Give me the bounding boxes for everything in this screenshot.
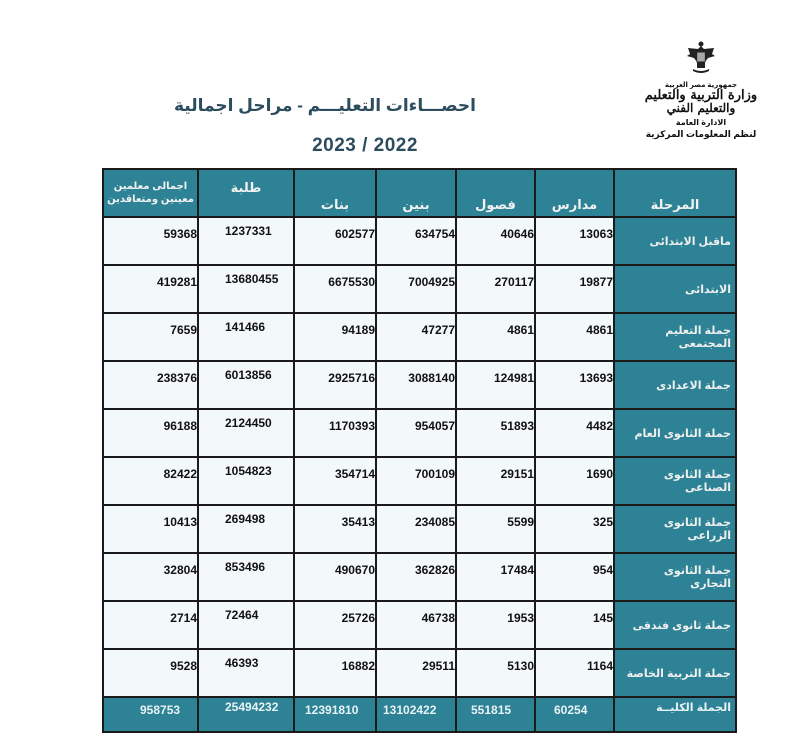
cell-students: 853496 xyxy=(198,553,294,601)
table-row xyxy=(103,217,736,265)
cell-teachers: 238376 xyxy=(103,361,198,409)
row-stage: جملة الثانوى العام xyxy=(614,409,736,457)
cell-students: 46393 xyxy=(198,649,294,697)
row-stage: جملة الثانوى التجارى xyxy=(614,553,736,601)
table-row xyxy=(103,361,736,409)
cell-boys: 29511 xyxy=(376,649,456,697)
col-schools: مدارس xyxy=(535,169,614,217)
logo-department-sub: لنظم المعلومات المركزية xyxy=(645,129,757,139)
table-row xyxy=(103,265,736,313)
cell-teachers: 7659 xyxy=(103,313,198,361)
cell-boys: 234085 xyxy=(376,505,456,553)
row-stage: ماقبل الابتدائى xyxy=(614,217,736,265)
cell-schools: 325 xyxy=(535,505,614,553)
col-boys: بنين xyxy=(376,169,456,217)
cell-girls: 490670 xyxy=(294,553,376,601)
cell-girls: 1170393 xyxy=(294,409,376,457)
cell-boys: 954057 xyxy=(376,409,456,457)
cell-students: 13680455 xyxy=(198,265,294,313)
cell-classes: 17484 xyxy=(456,553,535,601)
row-stage: جملة الثانوى الصناعى xyxy=(614,457,736,505)
cell-teachers: 10413 xyxy=(103,505,198,553)
cell-teachers: 59368 xyxy=(103,217,198,265)
cell-boys: 700109 xyxy=(376,457,456,505)
cell-boys: 362826 xyxy=(376,553,456,601)
cell-students: 2124450 xyxy=(198,409,294,457)
cell-students: 141466 xyxy=(198,313,294,361)
col-stage: المرحلة xyxy=(614,169,736,217)
cell-teachers: 82422 xyxy=(103,457,198,505)
cell-teachers: 32804 xyxy=(103,553,198,601)
cell-teachers: 2714 xyxy=(103,601,198,649)
cell-schools: 145 xyxy=(535,601,614,649)
col-teachers-line2: معينين ومتعاقدين xyxy=(107,194,194,205)
cell-schools: 13693 xyxy=(535,361,614,409)
total-classes: 551815 xyxy=(456,697,535,732)
table-row xyxy=(103,457,736,505)
table-row xyxy=(103,505,736,553)
cell-classes: 5130 xyxy=(456,649,535,697)
total-teachers: 958753 xyxy=(103,697,198,732)
cell-classes: 1953 xyxy=(456,601,535,649)
academic-year: 2023 / 2022 xyxy=(312,135,418,156)
table-row xyxy=(103,553,736,601)
eagle-emblem-icon xyxy=(685,40,717,74)
row-stage: جملة الثانوى الزراعى xyxy=(614,505,736,553)
cell-girls: 6675530 xyxy=(294,265,376,313)
cell-girls: 354714 xyxy=(294,457,376,505)
cell-boys: 3088140 xyxy=(376,361,456,409)
cell-classes: 5599 xyxy=(456,505,535,553)
table-row xyxy=(103,601,736,649)
cell-schools: 13063 xyxy=(535,217,614,265)
page-title: احصـــاءات التعليـــم - مراحل اجمالية xyxy=(173,96,477,115)
col-girls: بنات xyxy=(294,169,376,217)
cell-boys: 634754 xyxy=(376,217,456,265)
logo-country: جمهورية مصر العربية xyxy=(664,82,738,89)
ministry-logo xyxy=(636,40,766,150)
cell-schools: 1690 xyxy=(535,457,614,505)
logo-ministry: وزارة التربية والتعليم xyxy=(644,88,758,103)
cell-boys: 47277 xyxy=(376,313,456,361)
cell-classes: 124981 xyxy=(456,361,535,409)
total-boys: 13102422 xyxy=(376,697,456,732)
table-header-row xyxy=(103,169,736,217)
cell-teachers: 96188 xyxy=(103,409,198,457)
total-label: الجملة الكليــة xyxy=(614,697,736,732)
cell-schools: 4861 xyxy=(535,313,614,361)
cell-girls: 602577 xyxy=(294,217,376,265)
logo-department: الادارة العامة xyxy=(675,118,727,127)
table-total-row xyxy=(103,697,736,732)
row-stage: الابتدائى xyxy=(614,265,736,313)
total-girls: 12391810 xyxy=(294,697,376,732)
cell-teachers: 419281 xyxy=(103,265,198,313)
table-row xyxy=(103,649,736,697)
cell-classes: 51893 xyxy=(456,409,535,457)
total-students: 25494232 xyxy=(198,697,294,732)
cell-boys: 46738 xyxy=(376,601,456,649)
row-stage: جملة ثانوى فندقى xyxy=(614,601,736,649)
cell-girls: 25726 xyxy=(294,601,376,649)
col-teachers xyxy=(103,169,198,217)
table-row xyxy=(103,313,736,361)
cell-classes: 29151 xyxy=(456,457,535,505)
cell-students: 72464 xyxy=(198,601,294,649)
cell-classes: 4861 xyxy=(456,313,535,361)
row-stage: جملة الاعدادى xyxy=(614,361,736,409)
cell-teachers: 9528 xyxy=(103,649,198,697)
cell-girls: 94189 xyxy=(294,313,376,361)
cell-students: 1237331 xyxy=(198,217,294,265)
cell-girls: 35413 xyxy=(294,505,376,553)
cell-schools: 1164 xyxy=(535,649,614,697)
cell-schools: 19877 xyxy=(535,265,614,313)
col-students: طلبة xyxy=(198,169,294,217)
cell-students: 6013856 xyxy=(198,361,294,409)
table-row xyxy=(103,409,736,457)
col-classes: فصول xyxy=(456,169,535,217)
cell-schools: 954 xyxy=(535,553,614,601)
education-stats-table xyxy=(102,168,737,733)
col-teachers-line1: اجمالى معلمين xyxy=(113,181,188,192)
cell-students: 269498 xyxy=(198,505,294,553)
cell-girls: 16882 xyxy=(294,649,376,697)
cell-girls: 2925716 xyxy=(294,361,376,409)
total-schools: 60254 xyxy=(535,697,614,732)
cell-schools: 4482 xyxy=(535,409,614,457)
cell-classes: 270117 xyxy=(456,265,535,313)
cell-students: 1054823 xyxy=(198,457,294,505)
cell-classes: 40646 xyxy=(456,217,535,265)
row-stage: جملة التعليم المجتمعى xyxy=(614,313,736,361)
row-stage: جملة التربية الخاصة xyxy=(614,649,736,697)
logo-ministry-sub: والتعليم الفني xyxy=(666,101,736,115)
cell-boys: 7004925 xyxy=(376,265,456,313)
